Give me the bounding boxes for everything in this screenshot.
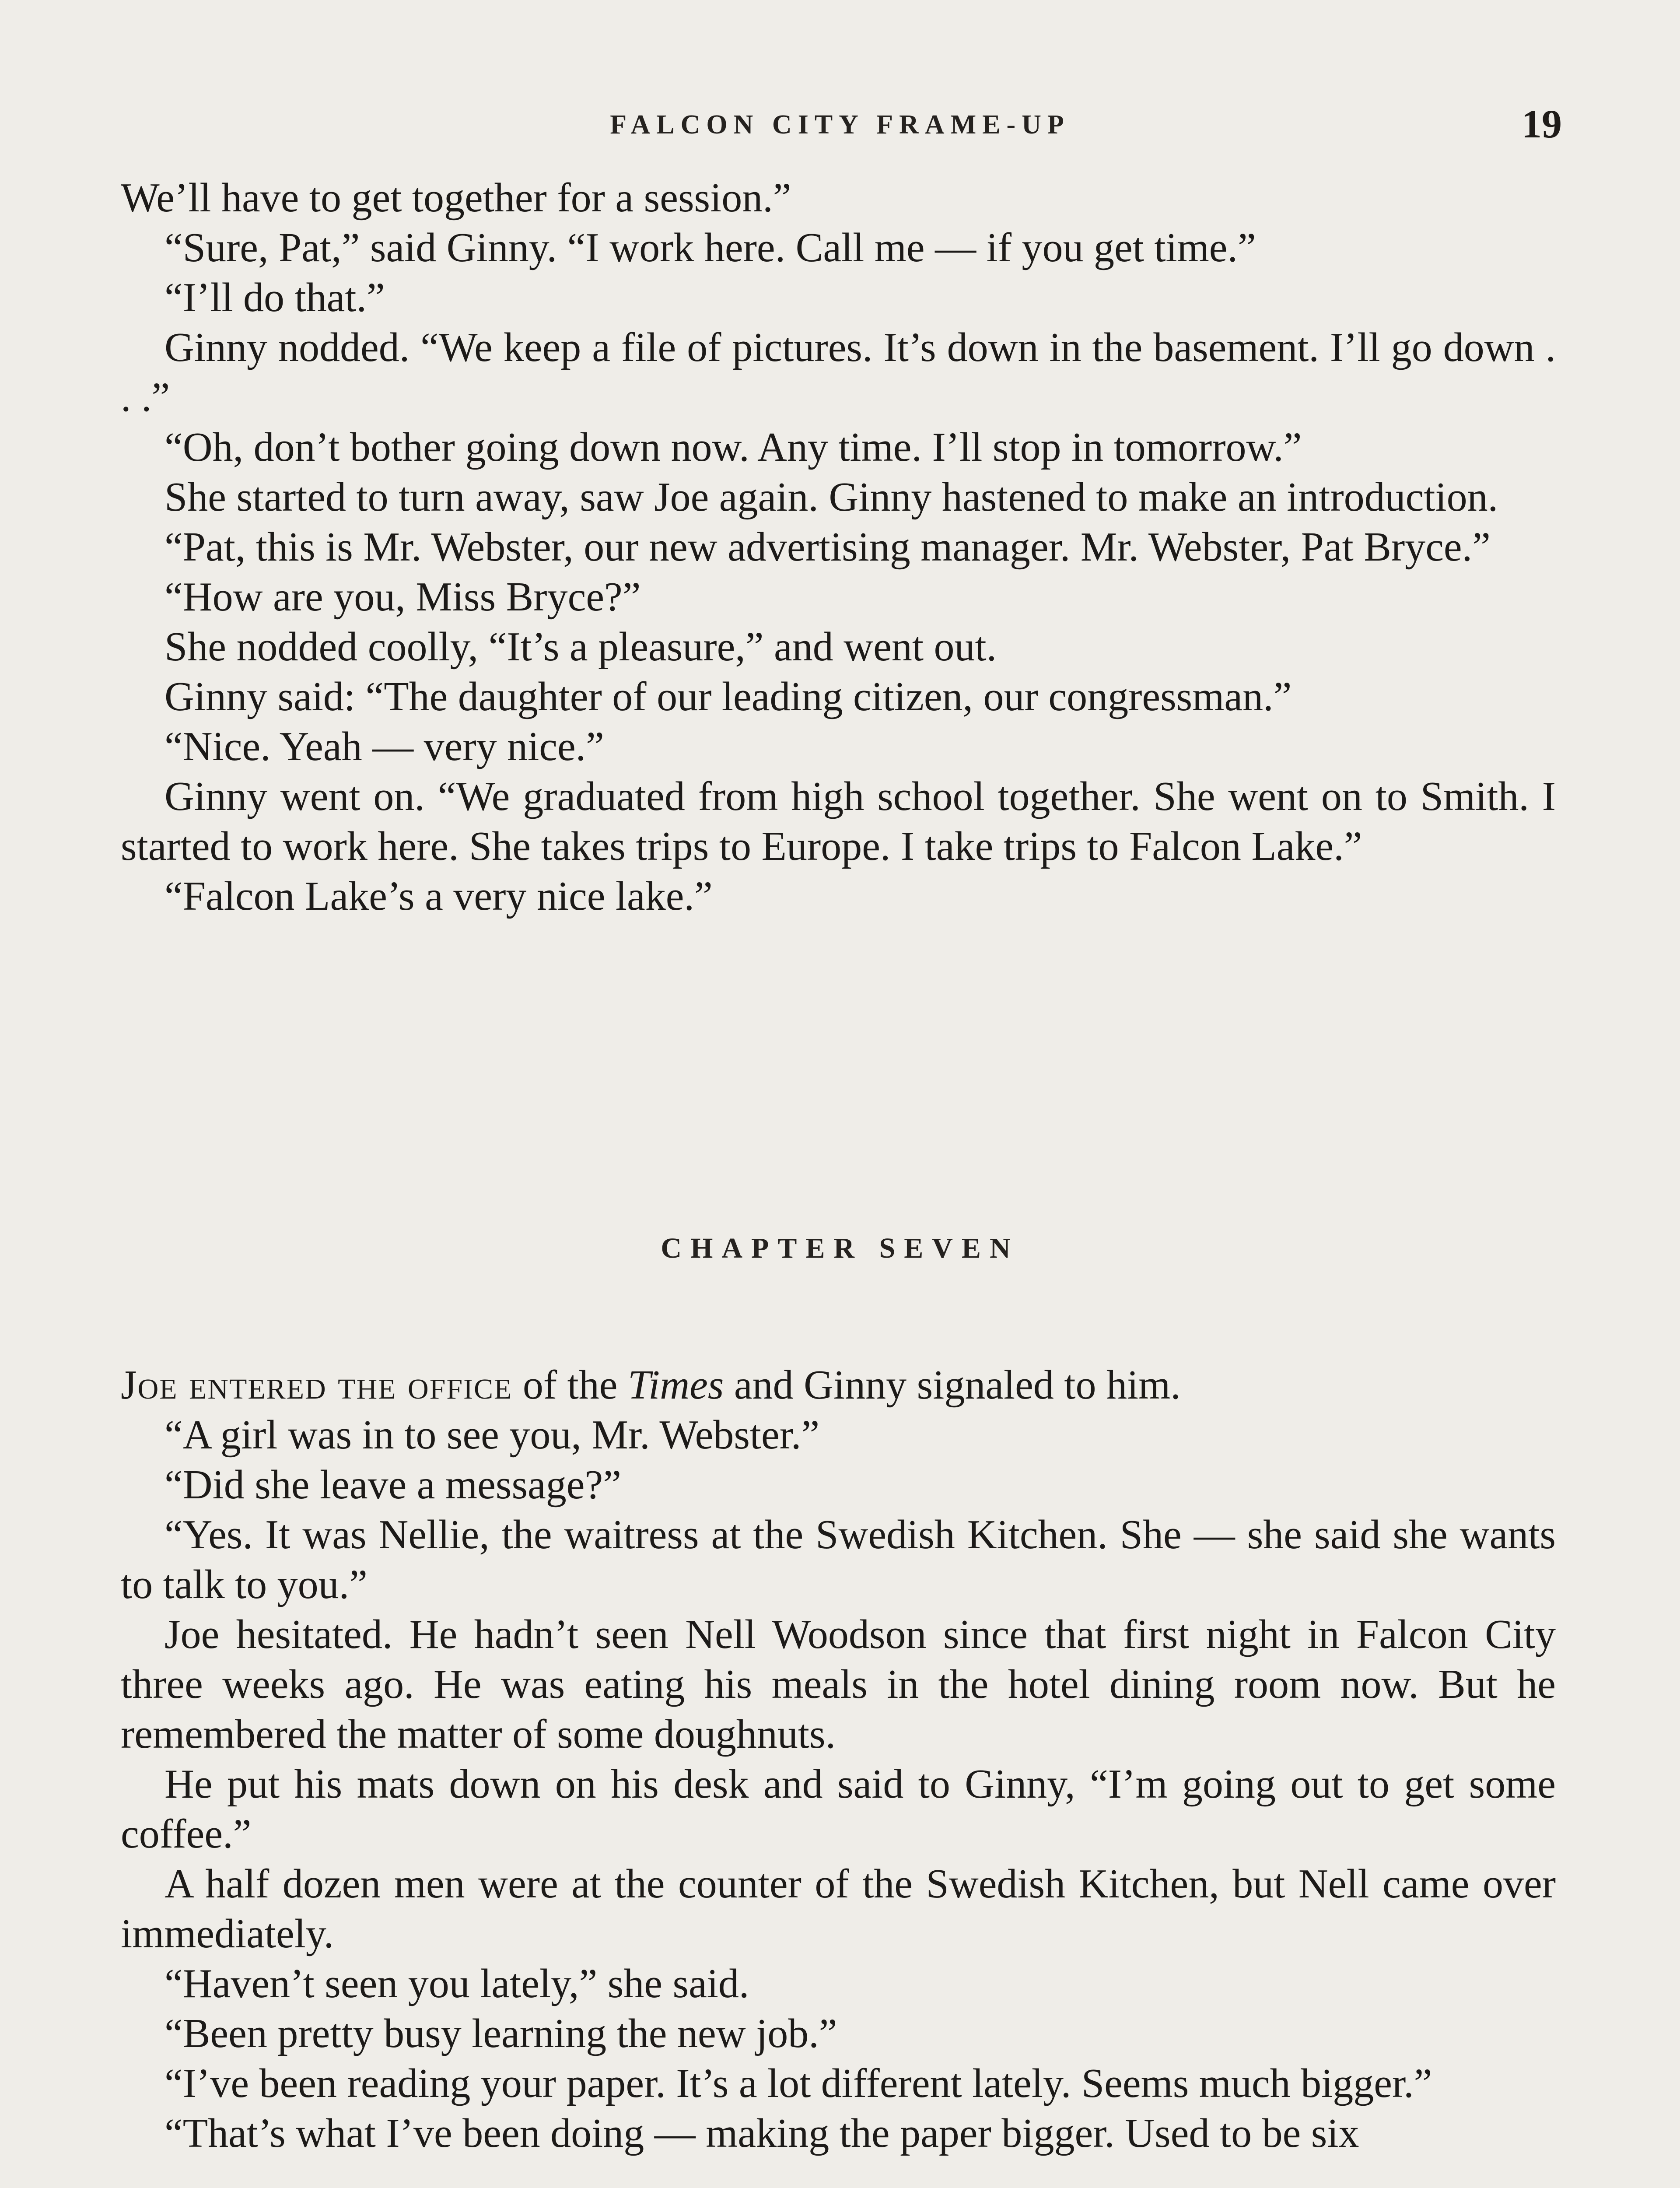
paragraph: “A girl was in to see you, Mr. Webster.” [164,1412,820,1458]
paragraph: “I’ve been reading your paper. It’s a lot different lately. Seems much bigger.” [164,2061,1432,2106]
paragraph: “Sure, Pat,” said Ginny. “I work here. Call me — if you get time.” [164,225,1256,270]
paragraph: He put his mats down on his desk and said to Ginny, “I’m going out to get some coffee.” [121,1761,1556,1857]
paragraph: A half dozen men were at the counter of the Swedish Kitchen, but Nell came over immediately. [121,1861,1556,1957]
paragraph: We’ll have to get together for a session.” [121,175,791,221]
opening-mid: of the [512,1362,628,1408]
opening-rest: and Ginny signaled to him. [724,1362,1181,1408]
paragraph: She nodded coolly, “It’s a pleasure,” and went out. [164,624,997,670]
paragraph: Ginny nodded. “We keep a file of pictures. It’s down in the basement. I’ll go down . . .” [121,325,1556,420]
paragraph: “Haven’t seen you lately,” she said. [164,1961,749,2006]
paragraph: “Oh, don’t bother going down now. Any time. I’ll stop in tomorrow.” [164,424,1302,470]
newspaper-name: Times [628,1362,724,1408]
paragraph: “Did she leave a message?” [164,1462,621,1508]
paragraph: She started to turn away, saw Joe again. Ginny hastened to make an introduction. [164,474,1498,520]
paragraph: “Falcon Lake’s a very nice lake.” [164,873,713,919]
paragraph: “Yes. It was Nellie, the waitress at the Swedish Kitchen. She — she said she wants to talk to you.” [121,1512,1556,1607]
page-number: 19 [1522,102,1562,146]
paragraph: “Pat, this is Mr. Webster, our new advertising manager. Mr. Webster, Pat Bryce.” [164,524,1491,570]
text-section-1 [121,173,1556,921]
paragraph: Ginny went on. “We graduated from high school together. She went on to Smith. I started to work here. She takes trips to Europe. I take trips to Falcon Lake.” [121,774,1556,869]
chapter-heading: CHAPTER SEVEN [661,1232,1019,1264]
paragraph: “How are you, Miss Bryce?” [164,574,641,620]
paragraph: Ginny said: “The daughter of our leading citizen, our congressman.” [164,674,1292,719]
paragraph: Joe hesitated. He hadn’t seen Nell Woodson since that first night in Falcon City three weeks ago. He was eating his meals in the hotel dining room now. But he remembered the matter of some doughnuts. [121,1612,1556,1757]
chapter-opening-paragraph [121,1360,1556,1410]
paragraph: “Nice. Yeah — very nice.” [164,724,604,769]
paragraph: “Been pretty busy learning the new job.” [164,2011,837,2056]
text-section-2 [121,1360,1556,2158]
paragraph: “That’s what I’ve been doing — making the paper bigger. Used to be six [164,2111,1359,2156]
paragraph: “I’ll do that.” [164,275,385,320]
opening-smallcaps: Joe entered the office [121,1362,513,1408]
running-title: FALCON CITY FRAME-UP [610,110,1070,140]
